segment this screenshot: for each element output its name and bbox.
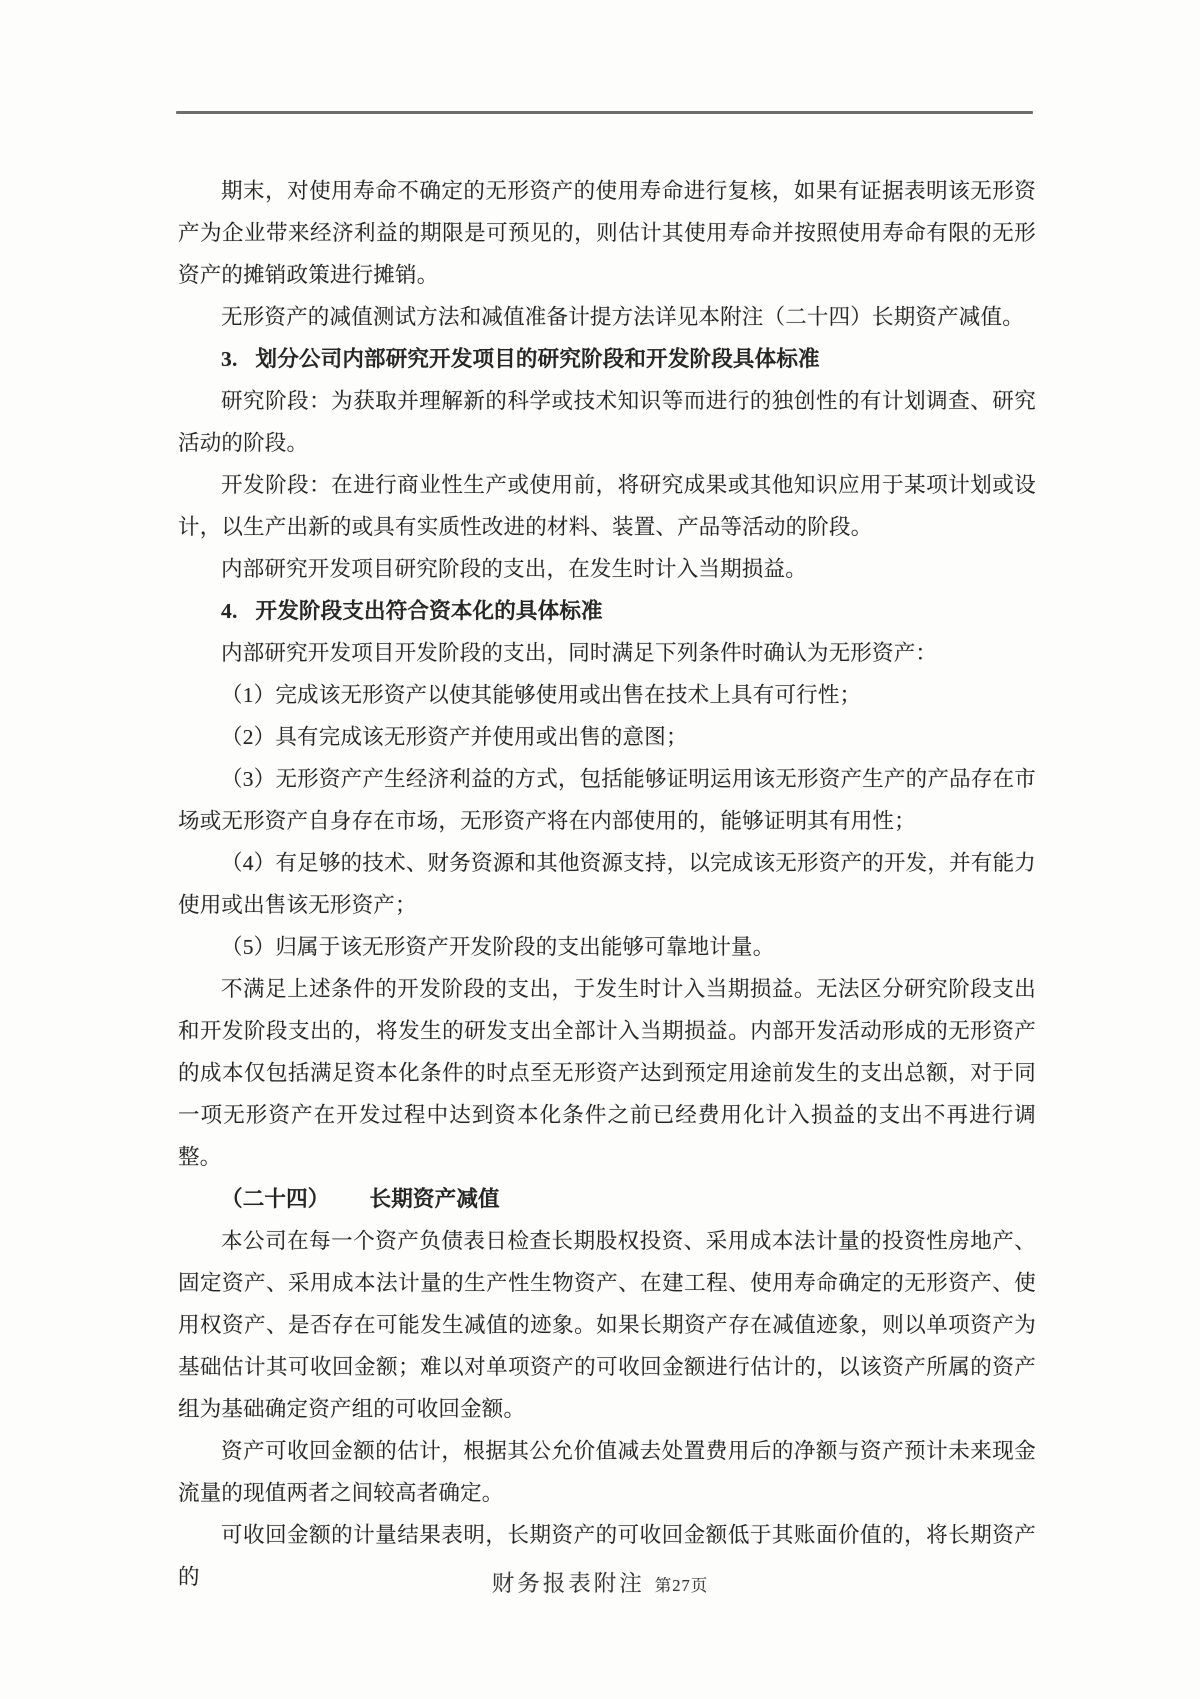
- heading-section-24: [178, 1178, 1036, 1220]
- heading-section-4: [178, 590, 1036, 632]
- paragraph-impairment-reference: 无形资产的减值测试方法和减值准备计提方法详见本附注（二十四）长期资产减值。: [221, 305, 1024, 329]
- list-item-condition-2: （2）具有完成该无形资产并使用或出售的意图；: [221, 725, 688, 749]
- document-body: [178, 170, 1036, 1598]
- paragraph-recoverable-estimate: 资产可收回金额的估计，根据其公允价值减去处置费用后的净额与资产预计未来现金流量的现值两者之间较高者确定。: [178, 1439, 1036, 1505]
- paragraph-research-expenditure: 内部研究开发项目研究阶段的支出，在发生时计入当期损益。: [221, 557, 807, 581]
- heading-section-24-number: （二十四）: [221, 1187, 330, 1211]
- footer-title: 财务报表附注: [491, 1571, 645, 1596]
- header-rule: [176, 111, 1033, 114]
- paragraph-research-phase: 研究阶段：为获取并理解新的科学或技术知识等而进行的独创性的有计划调查、研究活动的阶段。: [178, 389, 1036, 455]
- list-item-condition-3: （3）无形资产产生经济利益的方式，包括能够证明运用该无形资产生产的产品存在市场或无形资产自身存在市场，无形资产将在内部使用的，能够证明其有用性；: [178, 767, 1036, 833]
- heading-section-4-number: 4.: [221, 599, 238, 623]
- page-footer: [0, 1566, 1200, 1598]
- paragraph-impairment-check: 本公司在每一个资产负债表日检查长期股权投资、采用成本法计量的投资性房地产、固定资产、采用成本法计量的生产性生物资产、在建工程、使用寿命确定的无形资产、使用权资产、是否存在可能发生减值的迹象。如果长期资产存在减值迹象，则以单项资产为基础估计其可收回金额；难以对单项资产的可收回金额进行估计的，以该资产所属的资产组为基础确定资产组的可收回金额。: [178, 1229, 1036, 1421]
- heading-section-4-title: 开发阶段支出符合资本化的具体标准: [255, 599, 603, 623]
- paragraph-amortization-review: 期末，对使用寿命不确定的无形资产的使用寿命进行复核，如果有证据表明该无形资产为企业带来经济利益的期限是可预见的，则估计其使用寿命并按照使用寿命有限的无形资产的摊销政策进行摊销。: [178, 179, 1036, 287]
- heading-section-24-title: 长期资产减值: [369, 1187, 500, 1211]
- paragraph-development-phase: 开发阶段：在进行商业性生产或使用前，将研究成果或其他知识应用于某项计划或设计，以生产出新的或具有实质性改进的材料、装置、产品等活动的阶段。: [178, 473, 1036, 539]
- heading-section-3-number: 3.: [221, 347, 238, 371]
- heading-section-3-title: 划分公司内部研究开发项目的研究阶段和开发阶段具体标准: [255, 347, 820, 371]
- list-item-condition-5: （5）归属于该无形资产开发阶段的支出能够可靠地计量。: [221, 935, 775, 959]
- paragraph-capitalization-intro: 内部研究开发项目开发阶段的支出，同时满足下列条件时确认为无形资产：: [221, 641, 938, 665]
- footer-page-number: 第27页: [654, 1576, 709, 1595]
- paragraph-recoverable-result: 可收回金额的计量结果表明，长期资产的可收回金额低于其账面价值的，将长期资产的: [178, 1523, 1036, 1589]
- list-item-condition-1: （1）完成该无形资产以使其能够使用或出售在技术上具有可行性；: [221, 683, 862, 707]
- paragraph-expense-treatment: 不满足上述条件的开发阶段的支出，于发生时计入当期损益。无法区分研究阶段支出和开发阶段支出的，将发生的研发支出全部计入当期损益。内部开发活动形成的无形资产的成本仅包括满足资本化条件的时点至无形资产达到预定用途前发生的支出总额，对于同一项无形资产在开发过程中达到资本化条件之前已经费用化计入损益的支出不再进行调整。: [178, 977, 1036, 1169]
- list-item-condition-4: （4）有足够的技术、财务资源和其他资源支持，以完成该无形资产的开发，并有能力使用或出售该无形资产；: [178, 851, 1036, 917]
- heading-section-3: [178, 338, 1036, 380]
